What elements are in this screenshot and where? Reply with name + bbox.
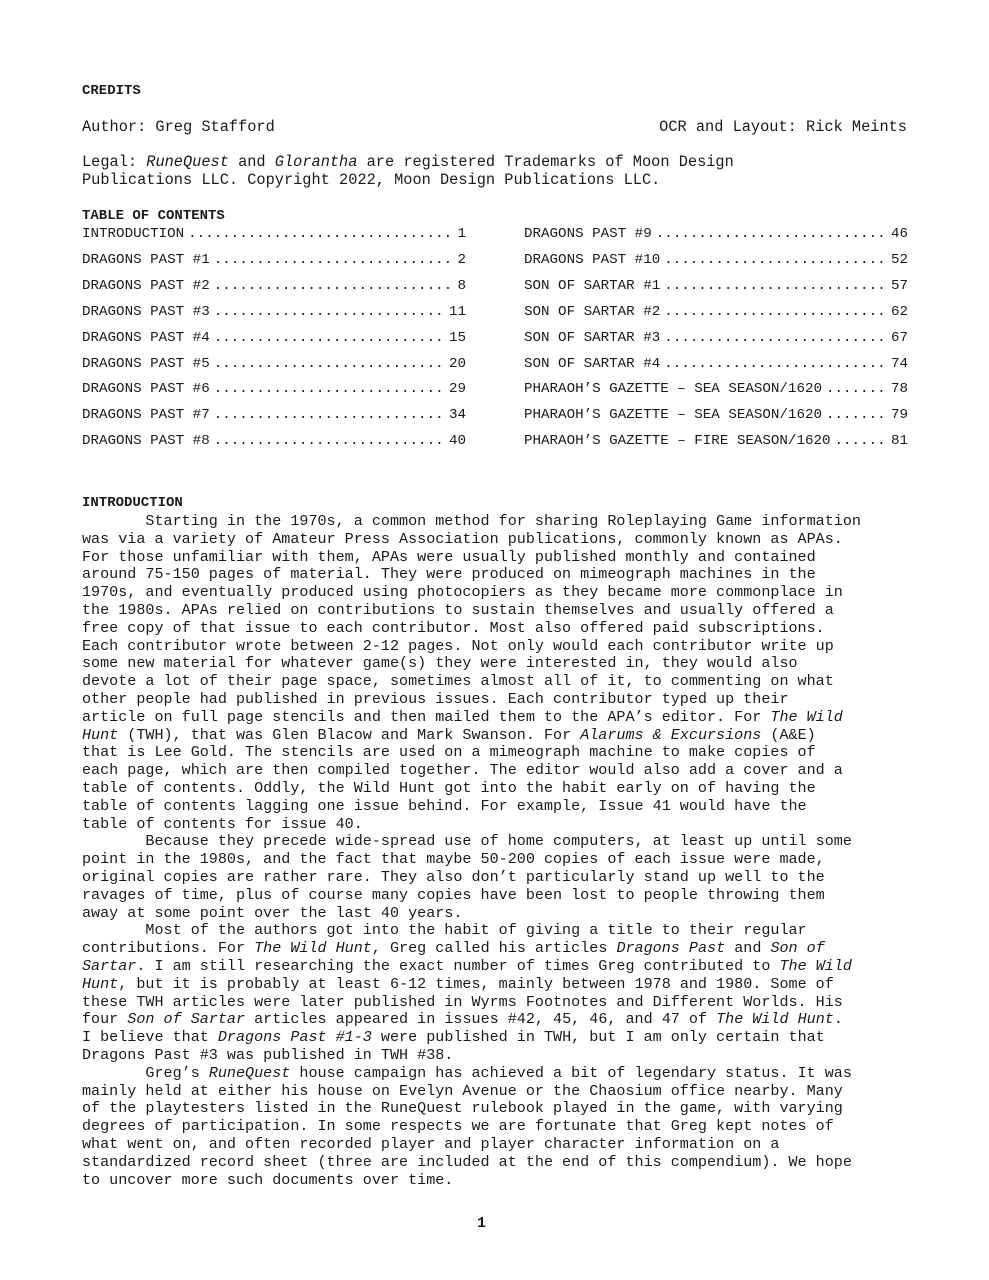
text-run: , but it is probably at least 6-12 times, mainly between 1978 and 1980. Some of (118, 974, 834, 993)
toc-entry[interactable] (524, 330, 908, 346)
toc-entry-page: 74 (890, 356, 908, 372)
toc-entry[interactable] (82, 304, 466, 320)
toc-leader-dots (214, 252, 454, 268)
italic-text: Alarums & Excursions (580, 725, 762, 744)
toc-leader-dots (664, 356, 887, 372)
toc-entry-page: 1 (457, 226, 466, 242)
toc-entry[interactable] (82, 330, 466, 346)
italic-text: Sartar (82, 957, 137, 975)
toc-entry[interactable] (524, 252, 908, 268)
text-run: Most of the authors got into the habit of giving a title to their regular (82, 921, 807, 940)
text-run: degrees of participation. In some respects we are fortunate that Greg kept notes of (82, 1117, 834, 1136)
paragraph-line (82, 993, 843, 1011)
toc-entry-title: DRAGONS PAST #3 (82, 304, 210, 320)
toc-entry-page: 8 (457, 278, 466, 294)
toc-entry-page: 11 (448, 304, 466, 320)
legal-notice: Legal: RuneQuest and Glorantha are registered Trademarks of Moon Design Publications LLC. Copyright 2022, Moon Design Publications LLC. (82, 153, 734, 189)
paragraph-line (82, 1117, 834, 1135)
text-run: I believe that (82, 1028, 218, 1047)
toc-leader-dots (214, 304, 445, 320)
text-run: table of contents lagging one issue behind. For example, Issue 41 would have the (82, 796, 807, 815)
toc-leader-dots (664, 330, 887, 346)
toc-leader-dots (214, 356, 445, 372)
text-run: and (725, 939, 771, 958)
toc-entry-page: 29 (448, 381, 466, 397)
paragraph-line (82, 637, 834, 655)
introduction-heading: INTRODUCTION (82, 495, 183, 511)
paragraph-line (82, 921, 807, 939)
toc-leader-dots (214, 433, 445, 449)
toc-entry-title: SON OF SARTAR #2 (524, 304, 661, 320)
italic-text: Son of Sartar (127, 1010, 246, 1029)
text-run: around 75-150 pages of material. They were produced on mimeograph machines in the (82, 565, 816, 584)
paragraph-line (82, 548, 816, 566)
text-run: house campaign has achieved a bit of legendary status. It was (290, 1063, 852, 1082)
italic-text: Son of (770, 939, 825, 958)
text-run: . I am still researching the exact number of times Greg contributed to (136, 957, 780, 975)
text-run: ravages of time, plus of course many copies have been lost to people throwing them (82, 885, 825, 904)
text-run: original copies are rather rare. They also don’t particularly stand up well to the (82, 868, 825, 886)
toc-leader-dots (664, 278, 887, 294)
toc-entry-title: SON OF SARTAR #1 (524, 278, 661, 294)
text-run: 1970s, and eventually produced using photocopiers as they became more commonplace in (82, 583, 843, 602)
toc-entry-page: 46 (890, 226, 908, 242)
page-number: 1 (476, 1215, 486, 1232)
text-run: devote a lot of their page space, sometimes almost all of it, to commenting on what (82, 672, 834, 691)
toc-leader-dots (188, 226, 453, 242)
text-run: . (833, 1010, 843, 1029)
toc-entry[interactable] (524, 226, 908, 242)
paragraph-line (82, 886, 825, 904)
paragraph-line (82, 1171, 453, 1189)
italic-text: Dragons Past #1-3 (217, 1028, 372, 1047)
paragraph-line (82, 583, 843, 601)
toc-entry-title: SON OF SARTAR #4 (524, 356, 661, 372)
paragraph-line (82, 904, 462, 922)
toc-entry[interactable] (82, 356, 466, 372)
toc-entry-title: DRAGONS PAST #1 (82, 252, 210, 268)
toc-entry[interactable] (524, 407, 908, 423)
text-run: away at some point over the last 40 years. (82, 903, 463, 922)
paragraph-line (82, 761, 843, 779)
text-run: articles appeared in issues #42, 45, 46, and 47 of (245, 1010, 717, 1029)
toc-entry-title: DRAGONS PAST #7 (82, 407, 210, 423)
paragraph-line (82, 672, 834, 690)
toc-entry[interactable] (82, 381, 466, 397)
toc-entry[interactable] (82, 252, 466, 268)
paragraph-line (82, 868, 825, 886)
toc-entry-page: 2 (457, 252, 466, 268)
toc-entry-page: 15 (448, 330, 466, 346)
toc-entry-page: 52 (890, 252, 908, 268)
toc-entry[interactable] (524, 381, 908, 397)
paragraph-line (82, 1064, 852, 1082)
text-run: table of contents for issue 40. (82, 814, 363, 833)
italic-text: The Wild (770, 707, 843, 726)
italic-text: RuneQuest (208, 1063, 291, 1082)
toc-entry[interactable] (524, 356, 908, 372)
text-run: table of contents. Oddly, the Wild Hunt got into the habit early on of having the (82, 779, 816, 797)
paragraph-line (82, 850, 825, 868)
paragraph-line (82, 619, 825, 637)
paragraph-line (82, 797, 807, 815)
text-run: some new material for whatever game(s) they were interested in, they would also (82, 654, 798, 673)
toc-leader-dots (664, 252, 887, 268)
text-run: article on full page stencils and then mailed them to the APA’s editor. For (82, 707, 771, 726)
text-run: of the playtesters listed in the RuneQuest rulebook played in the game, with varying (82, 1099, 843, 1118)
toc-entry-title: INTRODUCTION (82, 226, 185, 242)
paragraph-line (82, 726, 816, 744)
text-run: four (82, 1010, 128, 1029)
toc-entry[interactable] (82, 278, 466, 294)
toc-entry-title: DRAGONS PAST #4 (82, 330, 210, 346)
paragraph-line (82, 530, 843, 548)
author-credit: Author: Greg Stafford (82, 118, 275, 136)
toc-entry-title: DRAGONS PAST #6 (82, 381, 210, 397)
toc-leader-dots (826, 381, 887, 397)
text-run: For those unfamiliar with them, APAs were usually published monthly and contained (82, 547, 816, 566)
italic-text: Hunt (82, 974, 119, 993)
text-run: Starting in the 1970s, a common method for sharing Roleplaying Game information (82, 512, 861, 530)
paragraph-line (82, 654, 798, 672)
toc-leader-dots (835, 433, 887, 449)
text-run: , Greg called his articles (371, 939, 617, 958)
text-run: to uncover more such documents over time. (82, 1170, 454, 1189)
toc-entry-page: 34 (448, 407, 466, 423)
toc-entry[interactable] (82, 226, 466, 242)
text-run: was via a variety of Amateur Press Association publications, commonly known as APAs. (82, 529, 843, 548)
paragraph-line (82, 565, 816, 583)
paragraph-line (82, 1099, 843, 1117)
toc-entry-page: 81 (890, 433, 908, 449)
ocr-credit: OCR and Layout: Rick Meints (659, 118, 907, 136)
paragraph-line (82, 939, 825, 957)
toc-entry-page: 67 (890, 330, 908, 346)
toc-entry-page: 62 (890, 304, 908, 320)
italic-text: Dragons Past (616, 939, 726, 958)
text-run: free copy of that issue to each contributor. Most also offered paid subscriptions. (82, 618, 825, 637)
text-run: (A&E) (761, 725, 816, 744)
text-run: Because they precede wide-spread use of home computers, at least up until some (82, 832, 852, 851)
paragraph-line (82, 690, 789, 708)
toc-leader-dots (656, 226, 887, 242)
paragraph-line (82, 957, 852, 975)
paragraph-line (82, 815, 363, 833)
toc-entry[interactable] (524, 278, 908, 294)
toc-entry-title: DRAGONS PAST #10 (524, 252, 661, 268)
italic-text: The Wild Hunt (254, 939, 372, 958)
text-run: that is Lee Gold. The stencils are used on a mimeograph machine to make copies of (82, 743, 816, 762)
paragraph-line (82, 1046, 453, 1064)
credits-heading: CREDITS (82, 83, 141, 99)
toc-leader-dots (214, 407, 445, 423)
toc-entry-title: PHARAOH’S GAZETTE – FIRE SEASON/1620 (524, 433, 831, 449)
italic-text: The Wild (779, 957, 852, 975)
toc-entry[interactable] (524, 433, 908, 449)
paragraph-line (82, 1135, 779, 1153)
paragraph-line (82, 1082, 843, 1100)
text-run: each page, which are then compiled together. The editor would also add a cover and a (82, 761, 843, 780)
paragraph-line (82, 708, 843, 726)
paragraph-line (82, 832, 852, 850)
toc-entry-title: DRAGONS PAST #8 (82, 433, 210, 449)
paragraph-line (82, 512, 861, 530)
paragraph-line (82, 975, 834, 993)
toc-entry-page: 79 (890, 407, 908, 423)
text-run: the 1980s. APAs relied on contributions to sustain themselves and usually offered a (82, 601, 834, 619)
text-run: point in the 1980s, and the fact that maybe 50-200 copies of each issue were made, (82, 850, 825, 869)
text-run: what went on, and often recorded player and player character information on a (82, 1135, 780, 1153)
toc-leader-dots (214, 330, 445, 346)
text-run: mainly held at either his house on Evelyn Avenue or the Chaosium office nearby. Many (82, 1081, 843, 1100)
toc-entry-title: DRAGONS PAST #9 (524, 226, 652, 242)
toc-leader-dots (664, 304, 887, 320)
toc-entry-title: PHARAOH’S GAZETTE – SEA SEASON/1620 (524, 407, 822, 423)
toc-entry-page: 20 (448, 356, 466, 372)
toc-leader-dots (826, 407, 887, 423)
text-run: Greg’s (82, 1063, 209, 1082)
toc-entry-title: PHARAOH’S GAZETTE – SEA SEASON/1620 (524, 381, 822, 397)
toc-entry-page: 78 (890, 381, 908, 397)
paragraph-line (82, 601, 834, 619)
text-run: Dragons Past #3 was published in TWH #38. (82, 1046, 454, 1064)
toc-entry[interactable] (82, 433, 466, 449)
paragraph-line (82, 1153, 852, 1171)
toc-entry-page: 40 (448, 433, 466, 449)
text-run: were published in TWH, but I am only certain that (371, 1028, 825, 1047)
text-run: contributions. For (82, 939, 255, 958)
toc-entry[interactable] (82, 407, 466, 423)
italic-text: The Wild Hunt (716, 1010, 834, 1029)
paragraph-line (82, 1028, 825, 1046)
text-run: these TWH articles were later published in Wyrms Footnotes and Different Worlds. His (82, 992, 843, 1011)
toc-entry-title: DRAGONS PAST #2 (82, 278, 210, 294)
toc-entry-title: SON OF SARTAR #3 (524, 330, 661, 346)
italic-text: Hunt (82, 725, 119, 744)
text-run: Each contributor wrote between 2-12 pages. Not only would each contributor write up (82, 636, 834, 655)
paragraph-line (82, 779, 816, 797)
text-run: standardized record sheet (three are included at the end of this compendium). We hope (82, 1152, 852, 1171)
paragraph-line (82, 743, 816, 761)
toc-entry-page: 57 (890, 278, 908, 294)
paragraph-line (82, 1010, 843, 1028)
toc-entry[interactable] (524, 304, 908, 320)
toc-entry-title: DRAGONS PAST #5 (82, 356, 210, 372)
text-run: (TWH), that was Glen Blacow and Mark Swanson. For (118, 725, 581, 744)
toc-heading: TABLE OF CONTENTS (82, 208, 225, 224)
toc-leader-dots (214, 381, 445, 397)
toc-leader-dots (214, 278, 454, 294)
text-run: other people had published in previous issues. Each contributor typed up their (82, 690, 789, 708)
